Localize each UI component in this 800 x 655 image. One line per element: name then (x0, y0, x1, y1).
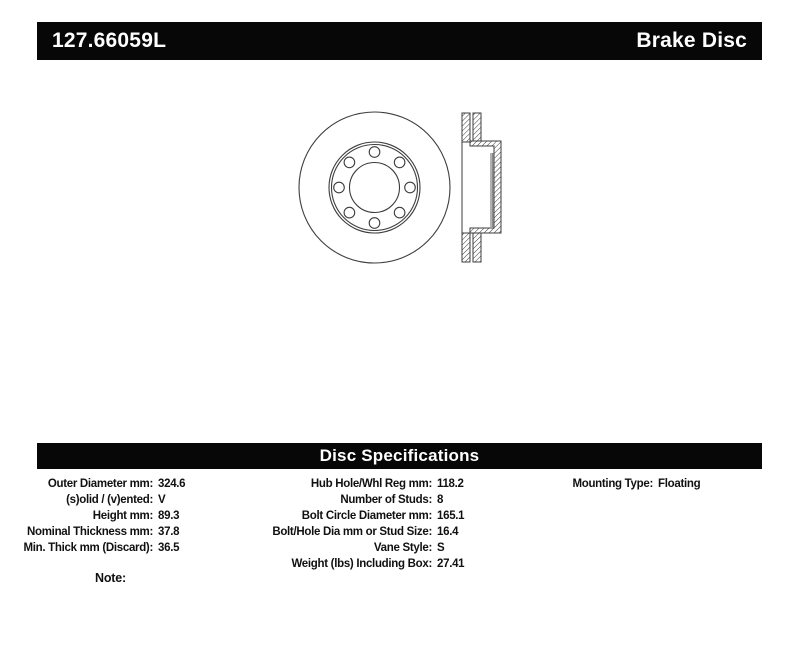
spec-column-middle (260, 476, 464, 572)
spec-label: Height mm: (92, 510, 153, 522)
spec-section-bar (37, 443, 762, 469)
spec-label: Hub Hole/Whl Reg mm: (310, 478, 432, 490)
spec-label: Bolt Circle Diameter mm: (301, 510, 432, 522)
spec-value: S (437, 542, 445, 554)
header-bar (37, 22, 762, 60)
page-title: Brake Disc (636, 29, 747, 52)
spec-column-right (520, 476, 700, 492)
spec-value: 89.3 (158, 510, 180, 522)
spec-label: Number of Studs: (340, 494, 432, 506)
stud-holes (334, 147, 416, 229)
spec-value: Floating (658, 478, 701, 490)
spec-value: V (158, 494, 166, 506)
spec-label: (s)olid / (v)ented: (66, 494, 153, 506)
spec-value: 27.41 (437, 558, 465, 570)
spec-section-title: Disc Specifications (319, 446, 480, 465)
brake-disc-drawing (288, 102, 518, 272)
spec-value: 37.8 (158, 526, 180, 538)
spec-label: Mounting Type: (572, 478, 653, 490)
spec-value: 16.4 (437, 526, 459, 538)
spec-value: 165.1 (437, 510, 465, 522)
spec-label: Outer Diameter mm: (47, 478, 153, 490)
spec-value: 36.5 (158, 542, 180, 554)
spec-label: Bolt/Hole Dia mm or Stud Size: (272, 526, 432, 538)
brake-disc-front-view (299, 112, 450, 263)
spec-label: Vane Style: (373, 542, 432, 554)
spec-label: Weight (lbs) Including Box: (291, 558, 432, 570)
spec-value: 8 (437, 494, 444, 506)
spec-value: 118.2 (437, 478, 464, 490)
spec-column-left (10, 476, 185, 556)
spec-label: Nominal Thickness mm: (27, 526, 153, 538)
note-label: Note: (95, 571, 126, 585)
spec-value: 324.6 (158, 478, 186, 490)
spec-label: Min. Thick mm (Discard): (23, 542, 153, 554)
brake-disc-cross-section (462, 113, 501, 262)
part-number: 127.66059L (52, 29, 167, 52)
